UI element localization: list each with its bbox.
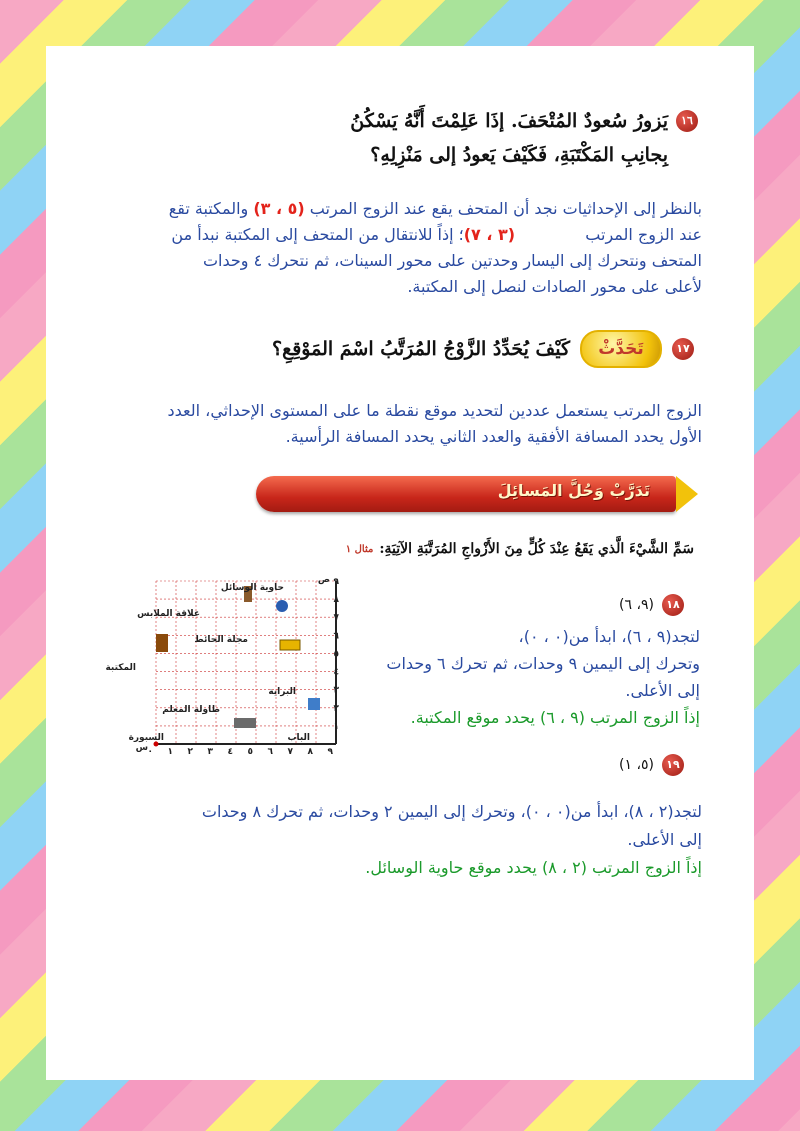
x-axis-label: س: [135, 743, 148, 753]
question-16-answer: [90, 196, 702, 300]
example-reference: مثال ١: [345, 543, 374, 555]
ordered-pair-library: (٣ ، ٧): [463, 225, 516, 244]
magazine-icon: [280, 640, 300, 650]
section-banner: [256, 476, 676, 512]
answer-text: وتحرك إلى اليمين ٩ وحدات، ثم تحرك ٦ وحدات: [386, 654, 700, 673]
x-tick-label: ٠: [147, 747, 153, 757]
x-tick-label: ٧: [287, 747, 293, 757]
question-18-answer: [346, 623, 700, 731]
answer-text: الأول يحدد المسافة الأفقية والعدد الثاني يحدد المسافة الرأسية.: [285, 427, 702, 446]
y-tick-label: ٨: [333, 595, 339, 606]
answer-text: لأعلى على محور الصادات لنصل إلى المكتبة.: [407, 277, 702, 296]
x-tick-label: ٣: [207, 747, 213, 757]
exercise-instruction: [86, 541, 694, 557]
x-tick-label: ٥: [247, 747, 253, 757]
ordered-pair-museum: (٥ ، ٣): [253, 199, 305, 218]
y-tick-label: ٢: [333, 703, 339, 714]
question-17: [106, 330, 694, 368]
answer-text: إلى الأعلى.: [627, 830, 702, 849]
desk-icon: [234, 718, 256, 728]
question-17-number: ١٧: [672, 338, 694, 360]
answer-conclusion: إذاً الزوج المرتب (٢ ، ٨) يحدد موقع حاوية الوسائل.: [365, 858, 702, 877]
desk-label: طاولة المعلم: [162, 705, 220, 715]
question-18-number: ١٨: [662, 594, 684, 616]
banner-arrow-icon: [676, 476, 698, 512]
grid-svg: [105, 575, 344, 757]
answer-text: بالنظر إلى الإحداثيات نجد أن المتحف يقع عند الزوج المرتب: [309, 199, 702, 218]
question-19-number: ١٩: [662, 754, 684, 776]
question-16-line2: بِجانِبِ المَكْتَبَةِ، فَكَيْفَ يَعودُ إلى مَنْزِلِهِ؟: [370, 144, 668, 166]
x-tick-label: ٨: [307, 747, 313, 757]
sharpener-icon: [308, 698, 320, 710]
question-16-line1: يَزورُ سُعودٌ المُتْحَفَ. إذَا عَلِمْتَ أَنَّهُ يَسْكُنُ: [350, 110, 668, 132]
question-19: [376, 754, 684, 776]
magazine-label: مجلة الحائط: [194, 635, 248, 645]
question-17-title: كَيْفَ يُحَدِّدُ الزَّوْجُ المُرَتَّبُ اسْمَ المَوْقِعِ؟: [272, 338, 570, 360]
x-tick-label: ٦: [267, 747, 273, 757]
library-label: المكتبة: [105, 663, 136, 673]
question-16-number: ١٦: [676, 110, 698, 132]
library-icon: [156, 634, 168, 652]
y-tick-label: ٩: [333, 577, 339, 587]
answer-conclusion: إذاً الزوج المرتب (٩ ، ٦) يحدد موقع المكتبة.: [410, 708, 700, 727]
y-tick-label: ٦: [333, 631, 339, 642]
answer-text: المتحف ونتحرك إلى اليسار وحدتين على محور السينات، ثم نتحرك ٤ وحدات: [202, 251, 702, 270]
question-18: [376, 594, 684, 616]
door-label: الباب: [287, 733, 310, 743]
x-tick-label: ١: [167, 747, 173, 757]
answer-text: عند الزوج المرتب: [585, 225, 702, 244]
y-tick-labels: [334, 577, 340, 732]
board-label: السبورة: [128, 733, 164, 743]
y-tick-label: ١: [333, 721, 339, 732]
container-icon: [276, 600, 288, 612]
y-tick-label: ٧: [333, 613, 339, 624]
question-19-pair: (٥، ١): [619, 757, 654, 773]
answer-text: لتجد(٢ ، ٨)، ابدأ من(٠ ، ٠)، وتحرك إلى اليمين ٢ وحدات، ثم تحرك ٨ وحدات: [201, 802, 702, 821]
sharpener-label: البراية: [268, 687, 296, 697]
container-label: حاوية الوسائل: [220, 583, 284, 593]
worksheet-page: [46, 46, 754, 1080]
y-tick-label: ٣: [333, 685, 339, 696]
y-axis-label: ص: [317, 575, 330, 585]
talk-badge: تَحَدَّثْ: [580, 330, 662, 368]
question-19-answer: [90, 798, 702, 882]
instruction-text: سَمِّ الشَّيْءَ الَّذي يَقَعُ عِنْدَ كُلٍّ مِنَ الأَزْواجِ المُرَتَّبَةِ الآتِيَةِ:: [379, 541, 694, 557]
answer-text: إلى الأعلى.: [625, 681, 700, 700]
answer-text: لتجد(٩ ، ٦)، ابدأ من(٠ ، ٠)،: [518, 627, 700, 646]
answer-text: والمكتبة تقع: [168, 199, 249, 218]
question-17-answer: [90, 398, 702, 450]
question-18-pair: (٩، ٦): [619, 597, 654, 613]
x-tick-labels: [148, 747, 334, 757]
question-16: [106, 104, 698, 172]
y-tick-label: ٤: [333, 667, 339, 678]
x-tick-label: ٢: [187, 747, 193, 757]
answer-text: الزوج المرتب يستعمل عددين لتحديد موقع نقطة ما على المستوى الإحداثي، العدد: [167, 401, 702, 420]
hanger-label: علاقة الملابس: [137, 609, 200, 619]
section-banner-title: تَدَرَّبْ وَحُلَّ المَسائِلَ: [497, 481, 650, 500]
y-tick-label: ٥: [333, 649, 339, 660]
x-tick-label: ٤: [227, 747, 233, 757]
answer-text: ؛ إذاً للانتقال من المتحف إلى المكتبة نبدأ من: [171, 225, 464, 244]
coordinate-grid: [105, 575, 344, 757]
x-tick-label: ٩: [327, 747, 333, 757]
